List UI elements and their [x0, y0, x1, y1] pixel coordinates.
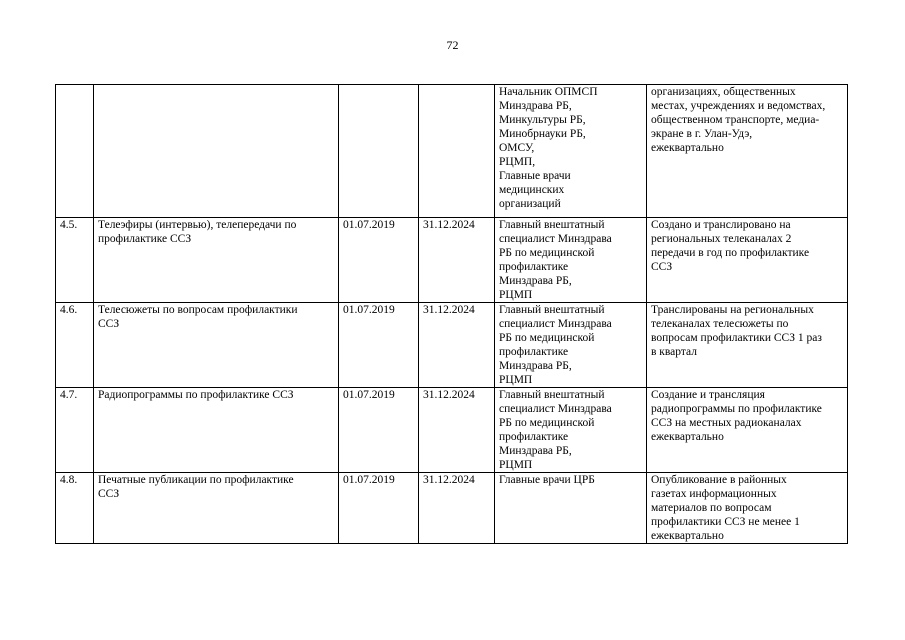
table-row [56, 473, 848, 544]
item-number-cell: 4.7. [56, 388, 94, 473]
page-number: 72 [446, 38, 459, 52]
start-date-cell: 01.07.2019 [339, 388, 419, 473]
responsible-cell: Главный внештатный специалист Минздрава РБ по медицинской профилактике Минздрава РБ, РЦМП [495, 388, 647, 473]
result-cell: организациях, общественных местах, учреждениях и ведомствах, общественном транспорте, медиа- экране в г. Улан-Удэ, ежеквартально [647, 85, 848, 218]
end-date-cell: 31.12.2024 [419, 388, 495, 473]
responsible-cell: Начальник ОПМСП Минздрава РБ, Минкультуры РБ, Минобрнауки РБ, ОМСУ, РЦМП, Главные врачи медицинских организаций [495, 85, 647, 218]
end-date-cell: 31.12.2024 [419, 473, 495, 544]
end-date-cell [419, 85, 495, 218]
start-date-cell [339, 85, 419, 218]
measures-table [55, 84, 848, 544]
start-date-cell: 01.07.2019 [339, 473, 419, 544]
start-date-cell: 01.07.2019 [339, 218, 419, 303]
item-name-cell [94, 85, 339, 218]
responsible-cell: Главный внештатный специалист Минздрава РБ по медицинской профилактике Минздрава РБ, РЦМП [495, 218, 647, 303]
result-cell: Транслированы на региональных телеканалах телесюжеты по вопросам профилактики ССЗ 1 раз в квартал [647, 303, 848, 388]
item-number-cell: 4.6. [56, 303, 94, 388]
item-name-cell: Печатные публикации по профилактике ССЗ [94, 473, 339, 544]
responsible-cell: Главные врачи ЦРБ [495, 473, 647, 544]
item-name-cell: Радиопрограммы по профилактике ССЗ [94, 388, 339, 473]
table-row [56, 85, 848, 218]
item-number-cell [56, 85, 94, 218]
result-cell: Создание и трансляция радиопрограммы по профилактике ССЗ на местных радиоканалах ежеквартально [647, 388, 848, 473]
result-cell: Создано и транслировано на региональных телеканалах 2 передачи в год по профилактике ССЗ [647, 218, 848, 303]
table-row [56, 218, 848, 303]
item-number-cell: 4.5. [56, 218, 94, 303]
item-name-cell: Телеэфиры (интервью), телепередачи по профилактике ССЗ [94, 218, 339, 303]
result-cell: Опубликование в районных газетах информационных материалов по вопросам профилактики ССЗ не менее 1 ежеквартально [647, 473, 848, 544]
table-row [56, 303, 848, 388]
table-row [56, 388, 848, 473]
item-number-cell: 4.8. [56, 473, 94, 544]
start-date-cell: 01.07.2019 [339, 303, 419, 388]
item-name-cell: Телесюжеты по вопросам профилактики ССЗ [94, 303, 339, 388]
responsible-cell: Главный внештатный специалист Минздрава РБ по медицинской профилактике Минздрава РБ, РЦМП [495, 303, 647, 388]
end-date-cell: 31.12.2024 [419, 218, 495, 303]
end-date-cell: 31.12.2024 [419, 303, 495, 388]
